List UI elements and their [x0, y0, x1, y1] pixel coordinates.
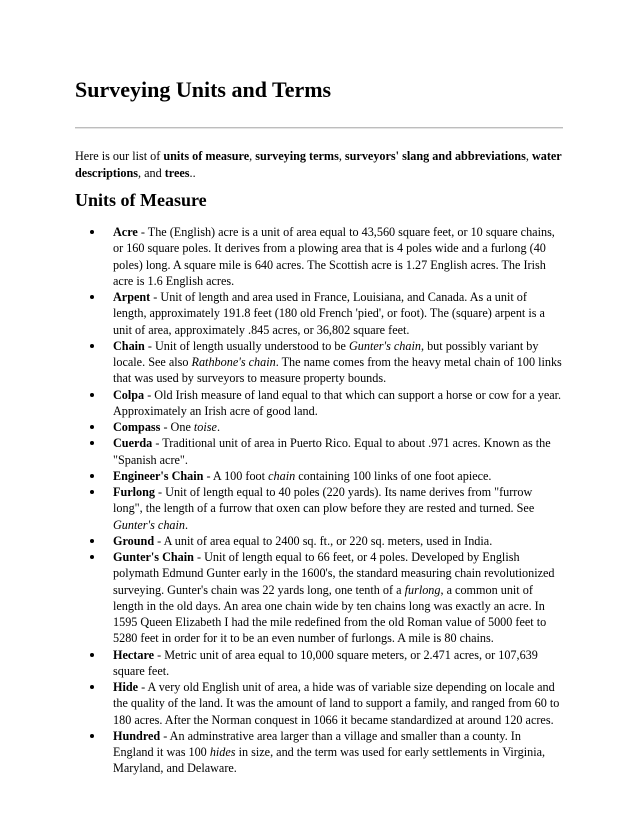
bullet-icon	[90, 685, 94, 689]
horizontal-rule	[75, 127, 563, 129]
text-run: - Unit of length usually understood to be	[144, 338, 349, 353]
bold-text: trees	[164, 165, 190, 180]
text-run: - Unit of length equal to 40 poles (220 yards). Its name derives from "furrow long", the length of a furrow that oxen can plow before they are rested and turned. See	[113, 485, 535, 516]
text-run: . The name comes from the heavy metal chain of 100 links that was used by surveyors to measure property bounds.	[113, 355, 562, 386]
bullet-icon	[90, 230, 94, 234]
list-item	[75, 468, 563, 484]
text-run: - A very old English unit of area, a hide was of variable size depending on locale and the quality of the land. It was the amount of land to support a family, and ranged from 60 to 180 acres. After the Norman conquest in 1066 it became standardized at around 120 acres.	[113, 680, 560, 727]
units-list	[75, 224, 563, 777]
term-name: Hide	[113, 680, 139, 694]
bullet-icon	[90, 474, 94, 478]
text-run: ,	[525, 149, 532, 163]
bullet-icon	[90, 539, 94, 543]
italic-term-reference: furlong	[404, 582, 441, 597]
bullet-icon	[90, 295, 94, 299]
text-run: - Metric unit of area equal to 10,000 square meters, or 2.471 acres, or 107,639 square feet.	[113, 647, 538, 678]
bullet-icon	[90, 441, 94, 445]
list-item	[75, 435, 563, 468]
text-run: , a common unit of length in the old days. An area one chain wide by ten chains long was exactly an acre. In 1595 Queen Elizabeth I had the mile redefined from the old Roman value of 5000 feet to 5280 feet in order for it to be an even number of furlongs. A mile is 80 chains.	[113, 582, 547, 646]
term-name: Acre	[113, 225, 138, 239]
text-run: - A unit of area equal to 2400 sq. ft., or 220 sq. meters, used in India.	[154, 533, 493, 548]
term-name: Furlong	[113, 485, 155, 499]
text-run: - An adminstrative area larger than a village and smaller than a county. In England it was 100	[113, 728, 521, 759]
list-item	[75, 647, 563, 680]
term-name: Ground	[113, 533, 155, 548]
bold-text: units of measure	[163, 149, 250, 163]
list-item	[75, 679, 563, 728]
bullet-icon	[90, 734, 94, 738]
bold-text: water descriptions	[75, 149, 562, 180]
term-name: Hundred	[113, 728, 161, 743]
italic-term-reference: toise	[193, 420, 217, 434]
text-run: - Unit of length and area used in France, Louisiana, and Canada. As a unit of length, approximately 191.8 feet (180 old French 'pied', or foot). The (square) arpent is a unit of area, approximately .845 acres, or 36,802 square feet.	[113, 290, 545, 337]
bullet-icon	[90, 393, 94, 397]
term-name: Arpent	[113, 290, 151, 304]
bullet-icon	[90, 555, 94, 559]
term-name: Gunter's Chain	[113, 550, 194, 564]
text-run: containing 100 links of one foot apiece.	[295, 468, 492, 483]
bullet-icon	[90, 490, 94, 494]
italic-term-reference: chain	[268, 468, 296, 483]
list-item	[75, 419, 563, 435]
italic-term-reference: Rathbone's chain	[191, 355, 276, 369]
text-run: ,	[249, 149, 256, 163]
text-run: ..	[189, 165, 196, 180]
list-item	[75, 338, 563, 387]
bullet-icon	[90, 344, 94, 348]
intro-paragraph	[75, 148, 563, 181]
term-name: Compass	[113, 420, 161, 434]
list-item	[75, 549, 563, 647]
text-run: .	[185, 517, 189, 532]
bullet-icon	[90, 425, 94, 429]
term-name: Engineer's Chain	[113, 468, 204, 483]
text-run: - A 100 foot	[203, 468, 269, 483]
text-run: ,	[338, 149, 345, 163]
italic-term-reference: Gunter's chain	[113, 517, 186, 532]
text-run: , but possibly variant by locale. See also	[113, 338, 539, 369]
text-run: , and	[137, 165, 165, 180]
text-run: - Unit of length equal to 66 feet, or 4 poles. Developed by English polymath Edmund Gunter early in the 1600's, the standard measuring chain revolutionized surveying. Gunter's chain was 22 yards long, one tenth of a	[113, 550, 555, 597]
list-item	[75, 533, 563, 549]
text-run: Here is our list of	[75, 149, 164, 163]
bold-text: surveying terms	[255, 149, 339, 163]
bold-text: surveyors' slang and abbreviations	[344, 149, 526, 163]
text-run: - Old Irish measure of land equal to that which can support a horse or cow for a year. Approximately an Irish acre of good land.	[113, 387, 562, 418]
list-item	[75, 224, 563, 289]
bullet-icon	[90, 653, 94, 657]
list-item	[75, 387, 563, 420]
page-title: Surveying Units and Terms	[75, 77, 332, 102]
list-item	[75, 484, 563, 533]
term-name: Cuerda	[113, 436, 153, 451]
text-run: .	[216, 420, 220, 434]
text-run: in size, and the term was used for early settlements in Virginia, Maryland, and Delaware.	[113, 745, 546, 776]
italic-term-reference: Gunter's chain	[348, 338, 421, 353]
term-name: Colpa	[113, 387, 145, 402]
text-run: - The (English) acre is a unit of area equal to 43,560 square feet, or 10 square chains, or 160 square poles. It derives from a plowing area that is 4 poles wide and a furlong (40 poles) long. A square mile is 640 acres. The Scottish acre is 1.27 English acres. The Irish acre is 1.6 English acres.	[113, 225, 555, 288]
term-name: Chain	[113, 338, 145, 353]
list-item	[75, 289, 563, 338]
text-run: - Traditional unit of area in Puerto Rico. Equal to about .971 acres. Known as the "Spanish acre".	[113, 436, 551, 467]
term-name: Hectare	[113, 647, 155, 662]
section-heading: Units of Measure	[75, 190, 207, 210]
list-item	[75, 728, 563, 777]
text-run: - One	[160, 420, 194, 434]
italic-term-reference: hides	[209, 745, 236, 759]
